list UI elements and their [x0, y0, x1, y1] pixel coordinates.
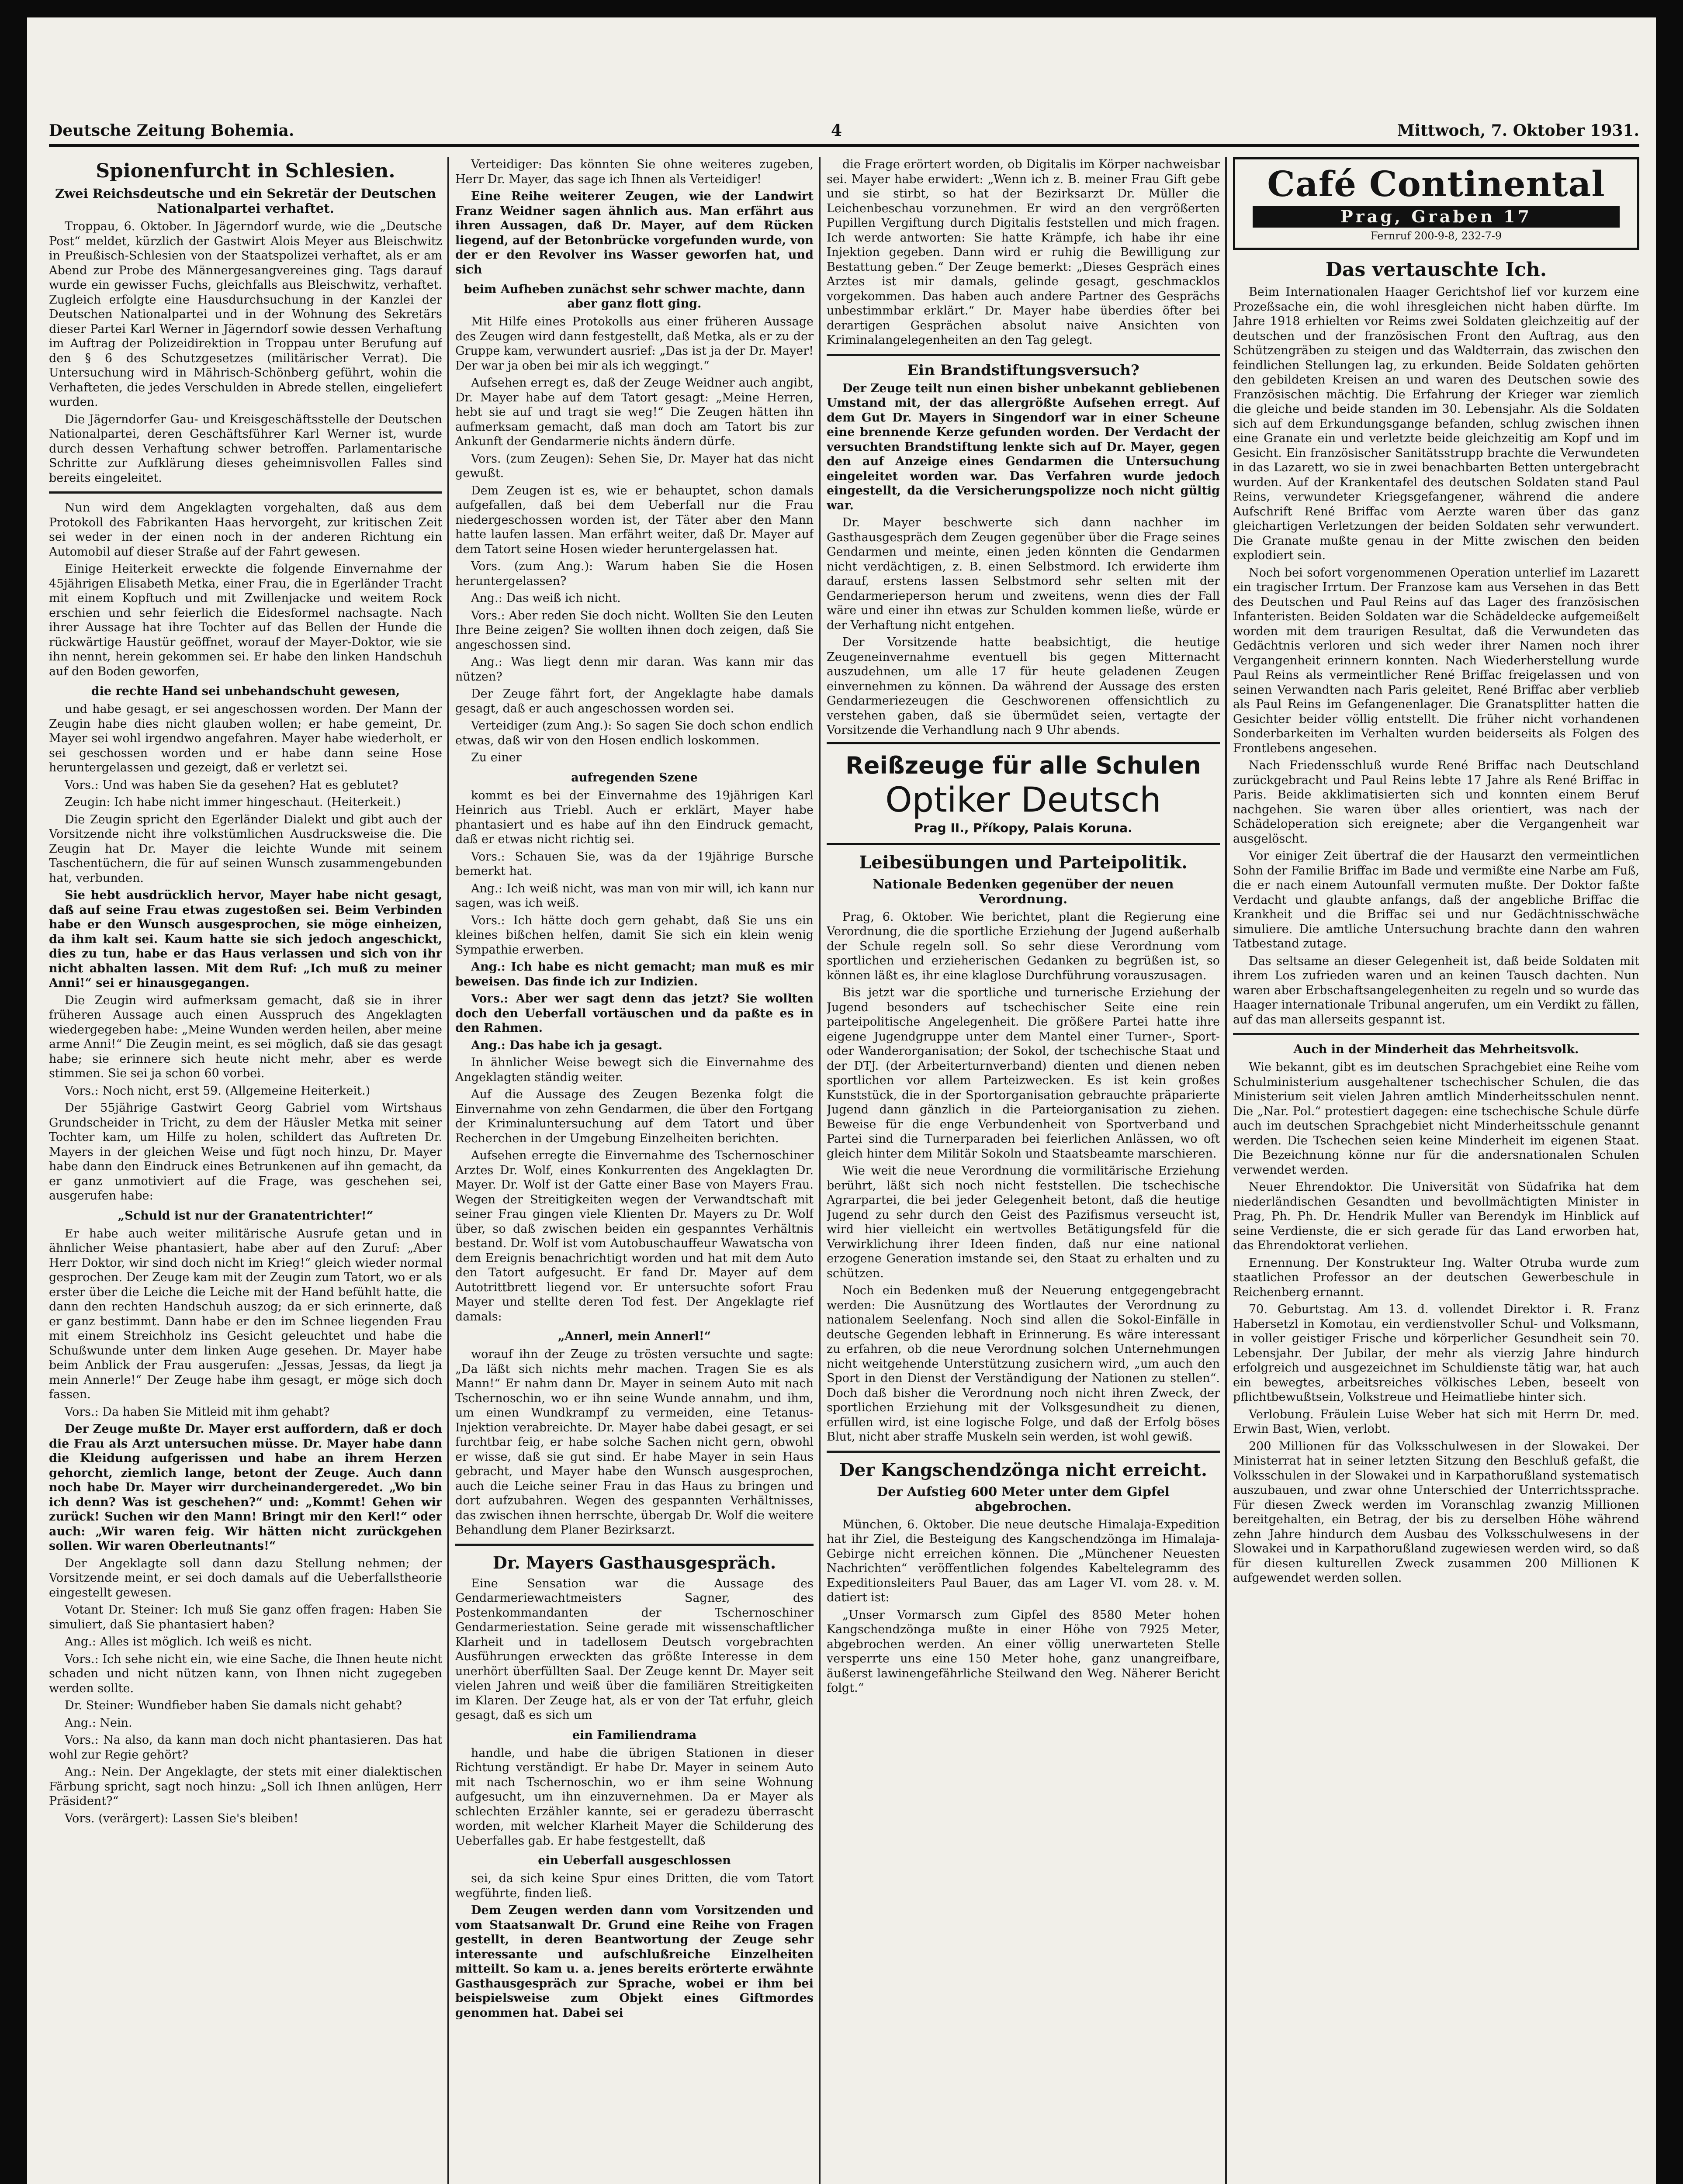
paragraph: Votant Dr. Steiner: Ich muß Sie ganz offen fragen: Haben Sie simuliert, daß Sie phantasiert haben?	[49, 1603, 442, 1631]
paragraph: Noch ein Bedenken muß der Neuerung entgegengebracht werden: Die Ausnützung des Wortlautes der Verordnung zu nationalem Seelenfang. Noch sind allen die Sokol-Einfälle in deutsche Gegenden lebhaft in Erinnerung. Es wäre interessant zu erfahren, ob die neue Verordnung solchen Unternehmungen nicht weitgehende Unterstützung zusichern wird, „um auch den Sport in den Dienst der Verständigung der Nationen zu stellen“. Doch daß bisher die Verordnung noch nicht ihren Zweck, der sportlichen Erziehung mit der Volksgesundheit zu dienen, erfüllen wird, ist eine logische Folge, und daß der Erfolg böses Blut, nicht aber straffe Muskeln sein werden, ist wohl gewiß.	[827, 1284, 1220, 1444]
paragraph: Verlobung. Fräulein Luise Weber hat sich mit Herrn Dr. med. Erwin Bast, Wien, verlobt.	[1233, 1407, 1639, 1436]
article-headline: Spionenfurcht in Schlesien.	[96, 160, 395, 182]
paragraph: Vors.: Da haben Sie Mitleid mit ihm gehabt?	[65, 1405, 330, 1419]
column-1	[49, 157, 442, 2184]
page-header	[49, 118, 1639, 147]
ad-address: Prag II., Příkopy, Palais Koruna.	[914, 820, 1132, 835]
paragraph: 70. Geburtstag. Am 13. d. vollendet Direktor i. R. Franz Habersetzl in Komotau, ein verdienstvoller Schul- und Volksmann, in voller geistiger Frische und körperlicher Gesundheit sein 70. Lebensjahr. Der Jubilar, der mehr als vierzig Jahre hindurch erfolgreich und ausgezeichnet im Schuldienste tätig war, hat auch ein bewegtes, arbeitsreiches völkisches Leben, beseelt von pflichtbewußtsein, Volkstreue und Heimatliebe hinter sich.	[1233, 1303, 1639, 1404]
paragraph: Dr. Steiner: Wundfieber haben Sie damals nicht gehabt?	[65, 1699, 402, 1712]
paragraph: Vors. (verärgert): Lassen Sie's bleiben!	[65, 1811, 298, 1825]
section-rule	[827, 1451, 1220, 1453]
newspaper-name: Deutsche Zeitung Bohemia.	[49, 121, 294, 140]
paragraph: Vors.: Na also, da kann man doch nicht phantasieren. Das hat wohl zur Regie gehört?	[49, 1733, 442, 1762]
article-headline: Der Kangschendzönga nicht erreicht.	[839, 1459, 1207, 1480]
paragraph: Einige Heiterkeit erweckte die folgende Einvernahme der 45jährigen Elisabeth Metka, einer Frau, die in Egerländer Tracht mit einem Kopftuch und mit Zwillenjacke und weitem Rock erschien und sehr feierlich die Eidesformel nachsagte. Nach ihrer Aussage hat ihre Tochter auf das Bellen der Hunde die rückwärtige Haustür geöffnet, worauf der Mayer-Doktor, wie sie ihn nennt, herein gekommen sei. Er habe den linken Handschuh auf den Boden geworfen,	[49, 562, 442, 678]
paragraph: Aufsehen erregt es, daß der Zeuge Weidner auch angibt, Dr. Mayer habe auf dem Tatort gesagt: „Meine Herren, hebt sie auf und tragt sie weg!“ Die Zeugen hätten ihn aufmerksam gemacht, daß man doch am Tatort bis zur Ankunft der Gendarmerie nichts ändern dürfe.	[455, 376, 814, 448]
paragraph: Dem Zeugen werden dann vom Vorsitzenden und vom Staatsanwalt Dr. Grund eine Reihe von Fragen gestellt, in deren Beantwortung der Zeuge sehr interessante und aufschlußreiche Einzelheiten mitteilt. So kam u. a. jenes bereits erörterte erwähnte Gasthausgespräch zur Sprache, wobei er ihm bei beispielsweise zum Objekt eines Giftmordes genommen hat. Dabei sei	[455, 1904, 814, 2020]
inline-heading: „Schuld ist nur der Granatentrichter!“	[118, 1209, 374, 1223]
column-divider	[447, 157, 449, 2184]
paragraph: Der Vorsitzende hatte beabsichtigt, die heutige Zeugeneinvernahme eventuell bis gegen Mitternacht auszudehnen, um alle 17 für heute geladenen Zeugen einvernehmen zu können. Da während der Aussage des ersten Gendarmeriezeugen die Geschworenen offensichtlich zu verstehen gaben, daß sie übermüdet seien, vertagte der Vorsitzende die Verhandlung nach 9 Uhr abends.	[827, 636, 1220, 737]
paragraph: sei, da sich keine Spur eines Dritten, die vom Tatort wegführte, finden ließ.	[455, 1872, 814, 1900]
paragraph: Ang.: Nein. Der Angeklagte, der stets mit einer dialektischen Färbung spricht, sagt noch hinzu: „Soll ich Ihnen anlügen, Herr Präsident?“	[49, 1765, 442, 1808]
paragraph: Vors.: Ich hätte doch gern gehabt, daß Sie uns ein kleines bißchen helfen, damit Sie sich ein klein wenig Sympathie erwerben.	[455, 913, 814, 957]
article-headline: Dr. Mayers Gasthausgespräch.	[492, 1552, 776, 1572]
ad-brand: Optiker Deutsch	[885, 780, 1161, 820]
paragraph: Zu einer	[471, 751, 522, 764]
paragraph: Noch bei sofort vorgenommenen Operation unterlief im Lazarett ein tragischer Irrtum. Der Franzose kam aus Versehen in das Bett des Deutschen und Paul Reins auf das Lager des französischen Infanteristen. Beiden Soldaten war die Schädeldecke aufgemeißelt worden mit dem traurigen Resultat, daß die Verwundeten das Gedächtnis verloren und sich weder ihrer Namen noch ihrer Vergangenheit erinnern konnten. Nach Wiederherstellung wurde Paul Reins als vermeintlicher René Briffac freigelassen und von seinen Verwandten nach Paris geleitet, René Briffac aber verblieb als Paul Reins im Gefangenenlager. Die Granatsplitter hatten die Gesichter beider völlig entstellt. Die früher nicht vorhandenen Sonderbarkeiten im Verhalten wurden beiderseits als Folgen des Frontlebens angesehen.	[1233, 566, 1639, 755]
paragraph: Der Zeuge teilt nun einen bisher unbekannt gebliebenen Umstand mit, der das allergrößte Aufsehen erregt. Auf dem Gut Dr. Mayers in Singendorf war in einer Scheune eine brennende Kerze gefunden worden. Der Verdacht der versuchten Brandstiftung lenkte sich auf Dr. Mayer, gegen den auf Anzeige eines Gendarmen die Untersuchung eingeleitet worden war. Das Verfahren wurde jedoch eingestellt, da die Versicherungspolizze noch nicht gültig war.	[827, 381, 1220, 512]
paragraph: Bis jetzt war die sportliche und turnerische Erziehung der Jugend besonders auf tschechischer Seite eine rein parteipolitische Angelegenheit. Die größere Partei hatte ihre eigene Jugendgruppe unter dem Mantel einer Turner-, Sport- oder Wanderorganisation; der Sokol, der tschechische Staat und der DTJ. (der Arbeiterturnverband) dienten und dienen neben sportlichen vor allem Parteizwecken. Es ist kein großes Kunststück, die in der Sportorganisation gebrauchte präparierte Jugend dann gänzlich in die Parteiorganisation zu ziehen. Beweise für die enge Verbundenheit von Sportverband und Partei sind die Turnerparaden bei feierlichen Anlässen, wo oft gleich hinter dem Militär Sokoln und Staatsbeamte marschieren.	[827, 986, 1220, 1161]
ad-title: Café Continental	[1267, 163, 1605, 204]
paragraph: Ang.: Nein.	[65, 1716, 132, 1730]
article-subhead: Nationale Bedenken gegenüber der neuen Verordnung.	[873, 876, 1174, 906]
paragraph: Vors.: Und was haben Sie da gesehen? Hat es geblutet?	[65, 778, 398, 792]
article-subhead: Zwei Reichsdeutsche und ein Sekretär der Deutschen Nationalpartei verhaftet.	[55, 186, 436, 216]
inline-heading: beim Aufheben zunächst sehr schwer machte, dann aber ganz flott ging.	[464, 283, 805, 311]
ad-line: Reißzeuge für alle Schulen	[845, 751, 1201, 779]
section-rule	[1233, 1033, 1639, 1035]
paragraph: Die Zeugin wird aufmerksam gemacht, daß sie in ihrer früheren Aussage auch einen Ausspruch des Angeklagten wiedergegeben habe: „Meine Wunden werden heilen, aber meine arme Anni!“ Die Zeugin meint, es sei möglich, daß sie das gesagt habe; sie erinnere sich heute nicht mehr, aber es werde stimmen. Sie sei ja schon 60 vorbei.	[49, 993, 442, 1080]
column-divider	[819, 157, 821, 2184]
paragraph: Auf die Aussage des Zeugen Bezenka folgt die Einvernahme von zehn Gendarmen, die über den Fortgang der Kriminaluntersuchung auf dem Tatort und über Recherchen in der Umgebung Einzelheiten berichten.	[455, 1088, 814, 1145]
paragraph: Verteidiger (zum Ang.): So sagen Sie doch schon endlich etwas, daß wir von den Hosen endlich loskommen.	[455, 719, 814, 747]
ad-address-bar: Prag, Graben 17	[1253, 206, 1620, 228]
paragraph: Der Angeklagte soll dann dazu Stellung nehmen; der Vorsitzende meint, er sei doch damals auf die Ueberfallstheorie eingestellt gewesen.	[49, 1556, 442, 1600]
inline-heading: ein Ueberfall ausgeschlossen	[538, 1854, 731, 1867]
paragraph: Der Zeuge fährt fort, der Angeklagte habe damals gesagt, daß er auch angeschossen worden sei.	[455, 687, 814, 715]
paragraph: Eine Reihe weiterer Zeugen, wie der Landwirt Franz Weidner sagen ähnlich aus. Man erfährt aus ihren Aussagen, daß Dr. Mayer, auf dem Rücken liegend, auf der Betonbrücke vorgefunden wurde, von der er den Revolver ins Wasser geworfen hat, und sich	[455, 190, 814, 276]
paragraph: In ähnlicher Weise bewegt sich die Einvernahme des Angeklagten ständig weiter.	[455, 1056, 814, 1084]
ad-phone: Fernruf 200-9-8, 232-7-9	[1370, 230, 1502, 242]
paragraph: Nach Friedensschluß wurde René Briffac nach Deutschland zurückgebracht und Paul Reins lebte 17 Jahre als René Briffac in Paris. Beide akklimatisierten sich und konnten einem Beruf nachgehen. Sie waren über alles orientiert, was nach der Schädeloperation sich ereignete; aber die Vergangenheit war ausgelöscht.	[1233, 759, 1639, 846]
inline-heading: ein Familiendrama	[572, 1728, 697, 1742]
paragraph: die Frage erörtert worden, ob Digitalis im Körper nachweisbar sei. Mayer habe erwidert: „Wenn ich z. B. meiner Frau Gift gebe und sie stirbt, so hat der Bezirksarzt Dr. Müller die Leichenbeschau vorzunehmen. Er wird an den vergrößerten Pupillen Vergiftung durch Digitalis feststellen und mich fragen. Ich werde antworten: Sie hatte Krämpfe, ich habe ihr eine Injektion gegeben. Dann wird er ruhig die Bewilligung zur Bestattung geben.“ Der Zeuge bemerkt: „Dieses Gespräch eines Arztes ist mir damals, gelinde gesagt, geschmacklos vorgekommen. Das haben auch andere Partner des Gesprächs unbestimmbar erklärt.“ Dr. Mayer habe überdies öfter bei derartigen Gesprächen absolut naive Ansichten von Kriminalangelegenheiten an den Tag gelegt.	[827, 158, 1220, 347]
paragraph: Ang.: Ich weiß nicht, was man von mir will, ich kann nur sagen, was ich weiß.	[455, 881, 814, 910]
paragraph: Ang.: Was liegt denn mir daran. Was kann mir das nützen?	[455, 655, 814, 684]
paragraph: Das seltsame an dieser Gelegenheit ist, daß beide Soldaten mit ihrem Los zufrieden waren und an keinen Tausch dachten. Nun waren aber Erbschaftsangelegenheiten zu regeln und so wurde das Haager internationale Tribunal angerufen, um ein Verdikt zu fällen, auf das man allerseits gespannt ist.	[1233, 954, 1639, 1026]
issue-date: Mittwoch, 7. Oktober 1931.	[1397, 121, 1639, 140]
inline-heading: „Annerl, mein Annerl!“	[558, 1330, 711, 1343]
paragraph: Eine Sensation war die Aussage des Gendarmeriewachtmeisters Sagner, des Postenkommandanten der Tschernoschiner Gendarmeriestation. Seine gerade mit wissenschaftlicher Klarheit und in tadellosem Deutsch vorgebrachten Ausführungen erweckten das größte Interesse in dem unerhört überfüllten Saal. Der Zeuge kennt Dr. Mayer seit vielen Jahren und weiß über die familiären Streitigkeiten im Klaren. Der Zeuge hat, als er von der Tat erfuhr, gleich gesagt, daß es sich um	[455, 1576, 814, 1722]
paragraph: Mit Hilfe eines Protokolls aus einer früheren Aussage des Zeugen wird dann festgestellt, daß Metka, als er zu der Gruppe kam, verwundert ausrief: „Das ist ja der Dr. Mayer! Der war ja oben bei mir als ich weggingt.“	[455, 315, 814, 373]
inline-heading: die rechte Hand sei unbehandschuht gewesen,	[91, 684, 400, 698]
news-heading: Auch in der Minderheit das Mehrheitsvolk.	[1293, 1043, 1579, 1056]
inline-heading: aufregenden Szene	[571, 771, 698, 784]
paragraph: Ang.: Das habe ich ja gesagt.	[471, 1038, 663, 1052]
paragraph: Vor einiger Zeit übertraf die der Hausarzt den vermeintlichen Sohn der Familie Briffac im Bade und vermißte eine Narbe am Fuß, die er nach einem Autounfall vermuten mußte. Der Doktor faßte Verdacht und glaubte anfangs, daß der angebliche Briffac die Krankheit und die Briffac sei und nur Gedächtnisschwäche simuliere. Die amtliche Untersuchung brachte dann den wahren Tatbestand zutage.	[1233, 849, 1639, 950]
advertisement-optiker	[827, 742, 1220, 845]
column-4	[1233, 157, 1639, 2184]
paragraph: Verteidiger: Das könnten Sie ohne weiteres zugeben, Herr Dr. Mayer, das sage ich Ihnen als Verteidiger!	[455, 158, 814, 186]
paragraph: Die Jägerndorfer Gau- und Kreisgeschäftsstelle der Deutschen Nationalpartei, deren Geschäftsführer Karl Werner ist, wurde durch dessen Verhaftung schwer betroffen. Parlamentarische Schritte zur Aufklärung dieses geheimnisvollen Falles sind bereits eingeleitet.	[49, 412, 442, 485]
paragraph: „Unser Vormarsch zum Gipfel des 8580 Meter hohen Kangschendzönga mußte in einer Höhe von 7925 Meter, abgebrochen werden. An einer völlig unerwarteten Stelle versperrte uns eine 150 Meter hohe, ganz unangreifbare, äußerst lawinengefährliche Steilwand den Weg. Näherer Bericht folgt.“	[827, 1608, 1220, 1695]
paragraph: Dr. Mayer beschwerte sich dann nachher im Gasthausgespräch dem Zeugen gegenüber über die Frage seines Gendarmen und meinte, einen jeden könnten die Gendarmen nicht verdächtigen, z. B. einen Selbstmord. Ich erwiderte ihm darauf, erstens lassen Selbstmord sehr selten mit der Gendarmerieperson herum und zweitens, wenn dies der Fall wäre und einer ihn etwas zur Schulden kommen ließe, würde er der Verhaftung nicht entgehen.	[827, 516, 1220, 632]
paragraph: Er habe auch weiter militärische Ausrufe getan und in ähnlicher Weise phantasiert, habe aber auf den Zuruf: „Aber Herr Doktor, wir sind doch nicht im Krieg!“ gleich wieder normal gesprochen. Der Zeuge kam mit der Zeugin zum Tatort, wo er als erster über die Leiche die Leiche mit der Hand befühlt hatte, die dann den rechten Handschuh auszog; da er sich erinnerte, daß er ganz bestimmt. Dann habe er den im Schnee liegenden Frau mit einem Streichholz ins Gesicht geleuchtet und habe die Schußwunde unter dem linken Auge gesehen. Dr. Mayer habe beim Anblick der Frau ausgerufen: „Jessas, Jessas, da liegt ja mein Annerle!“ Der Zeuge habe ihm gesagt, er möge sich doch fassen.	[49, 1227, 442, 1401]
page-number: 4	[831, 121, 842, 140]
paragraph: Neuer Ehrendoktor. Die Universität von Südafrika hat dem niederländischen Gesandten und bevollmächtigten Minister in Prag, Ph. Ph. Dr. Hendrik Muller van Berendyk im Hinblick auf seine Verdienste, die er sich gerade für das Land erworben hat, das Ehrendoktorat verliehen.	[1233, 1180, 1639, 1252]
paragraph: Ang.: Das weiß ich nicht.	[471, 591, 621, 605]
paragraph: Wie bekannt, gibt es im deutschen Sprachgebiet eine Reihe vom Schulministerium ausgehaltener tschechischer Schulen, die das Ministerium seit vielen Jahren amtlich Minderheitsschulen nennt. Die „Nar. Pol.“ protestiert dagegen: eine tschechische Schule dürfe auch im deutschen Sprachgebiet nicht Minderheitsschule genannt werden. Die Tschechen seien keine Minderheit im eigenen Staat. Die Bezeichnung könne nur für die andersnationalen Schulen verwendet werden.	[1233, 1061, 1639, 1177]
paragraph: Der Zeuge mußte Dr. Mayer erst auffordern, daß er doch die Frau als Arzt untersuchen müsse. Dr. Mayer habe dann die Kleidung aufgerissen und habe an ihrem Herzen gehorcht, ziemlich lange, betont der Zeuge. Auch dann noch habe Dr. Mayer wirr durcheinandergeredet. „Wo bin ich denn? Was ist geschehen?“ und: „Kommt! Gehen wir zurück! Suchen wir den Mann! Bringt mir den Kerl!“ oder auch: „Wir waren feig. Wir hätten nicht zurückgehen sollen. Wir waren Oberleutnants!“	[49, 1422, 442, 1553]
paragraph: worauf ihn der Zeuge zu trösten versuchte und sagte: „Da läßt sich nichts mehr machen. Tragen Sie es als Mann!“ Er nahm dann Dr. Mayer in seinem Auto mit nach Tschernoschin, wo er ihn seine Wunde annahm, und ihm, um einen Wundkrampf zu vermeiden, eine Tetanus-Injektion verabreichte. Dr. Mayer habe dabei gesagt, er sei furchtbar feig, er habe solche Sachen nicht gern, obwohl er wisse, daß sie gut sind. Er habe Mayer in sein Haus gebracht, und Mayer habe den Wunsch ausgesprochen, auch die Leiche seiner Frau in das Haus zu bringen und dort aufzubahren. Wegen des gespannten Verhältnisses, das zwischen ihnen herrschte, übergab Dr. Wolf die weitere Behandlung dem Planer Bezirksarzt.	[455, 1348, 814, 1537]
paragraph: Vors.: Schauen Sie, was da der 19jährige Bursche bemerkt hat.	[455, 850, 814, 878]
section-rule	[455, 1544, 814, 1546]
advertisement-cafe	[1233, 157, 1639, 250]
paragraph: Vors.: Aber wer sagt denn das jetzt? Sie wollten doch den Ueberfall vortäuschen und da paßte es in den Rahmen.	[455, 992, 814, 1035]
paragraph: Ernennung. Der Konstrukteur Ing. Walter Otruba wurde zum staatlichen Professor an der deutschen Gewerbeschule in Reichenberg ernannt.	[1233, 1256, 1639, 1299]
paragraph: und habe gesagt, er sei angeschossen worden. Der Mann der Zeugin habe dies nicht glauben wollen; er habe gemeint, Dr. Mayer sei wohl irgendwo angefahren. Mayer habe wiederholt, er sei geschossen worden und er habe dann seine Hose heruntergelassen und gezeigt, daß er verletzt sei.	[49, 702, 442, 774]
paragraph: Dem Zeugen ist es, wie er behauptet, schon damals aufgefallen, daß bei dem Ueberfall nur die Frau niedergeschossen worden ist, der Täter aber den Mann hatte laufen lassen. Man erfährt weiter, daß Dr. Mayer auf dem Tatort seine Hosen wieder heruntergelassen hat.	[455, 484, 814, 556]
article-headline: Das vertauschte Ich.	[1325, 259, 1547, 281]
article-subhead: Der Aufstieg 600 Meter unter dem Gipfel abgebrochen.	[877, 1484, 1170, 1514]
paragraph: Beim Internationalen Haager Gerichtshof lief vor kurzem eine Prozeßsache ein, die wohl ihresgleichen nicht haben dürfte. Im Jahre 1918 erhielten vor Reims zwei Soldaten gleichzeitig auf der deutschen und der französischen Front den Auftrag, aus den Schützengräben zu steigen und das Waldterrain, das zwischen den feindlichen Stellungen lag, zu erkunden. Beide Soldaten gehörten den gebildeten Kreisen an und waren des Deutschen sowie des Französischen mächtig. Die Erfahrung der Krieger war ziemlich die gleiche und beide standen im 30. Lebensjahr. Als die Soldaten sich auf dem Erkundungsgange befanden, schlug zwischen ihnen eine Granate ein und verletzte beide gleichzeitig am Kopf und im Gesicht. Ein französischer Sanitätsstrupp brachte die Verwundeten in das Lazarett, wo sie in zwei benachbarten Betten untergebracht wurden. Auf der Krankentafel des deutschen Soldaten stand Paul Reins, verwundeter Kriegsgefangener, während die andere Aufschrift René Briffac vom Aerzte waren über das ganz gleichartigen Verletzungen der beiden Soldaten sehr verwundert. Die Granate mußte genau in der Mitte zwischen den beiden explodiert sein.	[1233, 285, 1639, 562]
article-headline: Leibesübungen und Parteipolitik.	[859, 852, 1188, 873]
paragraph: Vors.: Noch nicht, erst 59. (Allgemeine Heiterkeit.)	[65, 1084, 371, 1098]
newspaper-page	[27, 17, 1656, 2184]
column-divider	[1225, 157, 1227, 2184]
paragraph: 200 Millionen für das Volksschulwesen in der Slowakei. Der Ministerrat hat in seiner letzten Sitzung den Beschluß gefaßt, die Volksschulen in der Slowakei und in Karpathorußland systematisch auszubauen, und zwar ohne Unterschied der Unterrichtssprache. Für diesen Zweck werden im Voranschlag zwanzig Millionen bereitgehalten, ein Betrag, der bis zu derselben Höhe während zehn Jahre hindurch dem Ausbau des Volksschulwesens in der Slowakei und in Karpathorußland zugewiesen werden wird, so daß für diesen kulturellen Zweck zusammen 200 Millionen K aufgewendet werden sollen.	[1233, 1439, 1639, 1585]
paragraph: Sie hebt ausdrücklich hervor, Mayer habe nicht gesagt, daß auf seine Frau etwas zugestoßen sei. Beim Verbinden habe er den Wunsch ausgesprochen, sie möge einheizen, da ihm kalt sei. Kaum hatte sie sich jedoch angeschickt, dies zu tun, habe er das Haus verlassen und sich von ihr nicht abhalten lassen. Mit dem Ruf: „Ich muß zu meiner Anni!“ sei er hinausgegangen.	[49, 888, 442, 990]
paragraph: Ang.: Alles ist möglich. Ich weiß es nicht.	[65, 1635, 312, 1648]
section-rule	[827, 354, 1220, 356]
paragraph: München, 6. Oktober. Die neue deutsche Himalaja-Expedition hat ihr Ziel, die Besteigung des Kangschendzönga im Himalaja-Gebirge nicht erreichen können. Die „Münchener Neuesten Nachrichten“ veröffentlichen folgendes Kabeltelegramm des Expeditionsleiters Paul Bauer, das am Lager VI. vom 28. v. M. datiert ist:	[827, 1517, 1220, 1604]
paragraph: Der 55jährige Gastwirt Georg Gabriel vom Wirtshaus Grundscheider in Tricht, zu dem der Häusler Metka mit seiner Tochter kam, um Hilfe zu holen, schildert das Auftreten Dr. Mayers in der gleichen Weise und fügt noch hinzu, Dr. Mayer habe dann den Eindruck eines Betrunkenen auf ihn gemacht, da er ganz unmotiviert auf die Frage, was geschehen sei, ausgerufen habe:	[49, 1101, 442, 1203]
paragraph: handle, und habe die übrigen Stationen in dieser Richtung verständigt. Er habe Dr. Mayer in seinem Auto mit nach Tschernoschin, wo er ihm seine Wohnung aufgesucht, um ihn einzuvernehmen. Da er Mayer als schlechten Erzähler kannte, sei er geradezu überrascht worden, mit welcher Klarheit Mayer die Schilderung des Ueberfalles gab. Er habe festgestellt, daß	[455, 1746, 814, 1848]
paragraph: kommt es bei der Einvernahme des 19jährigen Karl Heinrich aus Triebl. Auch er erklärt, Mayer habe phantasiert und es habe auf ihn den Eindruck gemacht, daß er etwas nicht richtig sei.	[455, 788, 814, 846]
paragraph: Zeugin: Ich habe nicht immer hingeschaut. (Heiterkeit.)	[65, 795, 401, 809]
paragraph: Aufsehen erregte die Einvernahme des Tschernoschiner Arztes Dr. Wolf, eines Konkurrenten des Angeklagten Dr. Mayer. Dr. Wolf ist der Gatte einer Base von Mayers Frau. Wegen der Streitigkeiten wegen der Verwandtschaft mit seiner Frau gingen viele Klienten Dr. Mayers zu Dr. Wolf über, so daß zwischen beiden ein gespanntes Verhältnis bestand. Dr. Wolf ist vom Autobuschauffeur Wawatscha von dem Ereignis benachrichtigt worden und hat mit dem Auto den Tatort aufgesucht. Er fand Dr. Mayer auf dem Autotrittbrett liegend vor. Er untersuchte sofort Frau Mayer und stellte deren Tod fest. Der Angeklagte rief damals:	[455, 1149, 814, 1324]
article-headline: Ein Brandstiftungsversuch?	[907, 361, 1139, 379]
paragraph: Vors.: Aber reden Sie doch nicht. Wollten Sie den Leuten Ihre Beine zeigen? Sie wollten ihnen doch zeigen, daß Sie angeschossen sind.	[455, 608, 814, 652]
column-2	[455, 157, 814, 2184]
paragraph: Troppau, 6. Oktober. In Jägerndorf wurde, wie die „Deutsche Post“ meldet, kürzlich der Gastwirt Alois Meyer aus Bleischwitz in Preußisch-Schlesien von der Staatspolizei verhaftet, als er am Abend zur Probe des Männergesangvereines ging. Tags darauf wurde ein gewisser Fuchs, gleichfalls aus Bleischwitz, verhaftet. Zugleich erfolgte eine Hausdurchsuchung in der Kanzlei der Deutschen Nationalpartei und in der Wohnung des Sekretärs dieser Partei Karl Werner in Jägerndorf sowie dessen Verhaftung im Auftrag der Polizeidirektion in Troppau unter Berufung auf den § 6 des Schutzgesetzes (militärischer Verrat). Die Untersuchung wird in Mährisch-Schönberg geführt, wohin die Verhafteten, die jedes Verschulden in Abrede stellen, eingeliefert wurden.	[49, 220, 442, 409]
column-3	[827, 157, 1220, 2184]
paragraph: Ang.: Ich habe es nicht gemacht; man muß es mir beweisen. Das finde ich zur Indizien.	[455, 960, 814, 988]
paragraph: Vors. (zum Ang.): Warum haben Sie die Hosen heruntergelassen?	[455, 560, 814, 588]
paragraph: Vors. (zum Zeugen): Sehen Sie, Dr. Mayer hat das nicht gewußt.	[455, 452, 814, 480]
section-rule	[49, 491, 442, 494]
paragraph: Die Zeugin spricht den Egerländer Dialekt und gibt auch der Vorsitzende nicht ihre volkstümlichen Ausdrucksweise die. Die Zeugin hat Dr. Mayer die leichte Wunde mit seinem Taschentüchern, die für auf seinen Wunsch zusammengebunden hat, verbunden.	[49, 812, 442, 885]
paragraph: Wie weit die neue Verordnung die vormilitärische Erziehung berührt, läßt sich noch nicht feststellen. Die tschechische Agrarpartei, die bei jeder Gelegenheit betont, daß die heutige Jugend zu sehr durch den Geist des Pazifismus verseucht ist, wird hier vielleicht ein wertvolles Betätigungsfeld für die Verwirklichung ihrer Ideen finden, daß nur eine national erzogene Generation imstande sei, den Staat zu erhalten und zu schützen.	[827, 1164, 1220, 1280]
paragraph: Vors.: Ich sehe nicht ein, wie eine Sache, die Ihnen heute nicht schaden und nicht nützen kann, von Ihnen nicht zugegeben werden sollte.	[49, 1652, 442, 1695]
paragraph: Nun wird dem Angeklagten vorgehalten, daß aus dem Protokoll des Fabrikanten Haas hervorgeht, zur kritischen Zeit sei weder in der einen noch in der anderen Richtung ein Automobil auf dieser Straße auf der Fahrt gewesen.	[49, 501, 442, 559]
paragraph: Prag, 6. Oktober. Wie berichtet, plant die Regierung eine Verordnung, die die sportliche Erziehung der Jugend außerhalb der Schule regeln soll. So sehr diese Verordnung vom sportlichen und erzieherischen Gedanken zu begrüßen ist, so können läßt es, ihr eine klaglose Durchführung vorauszusagen.	[827, 910, 1220, 982]
